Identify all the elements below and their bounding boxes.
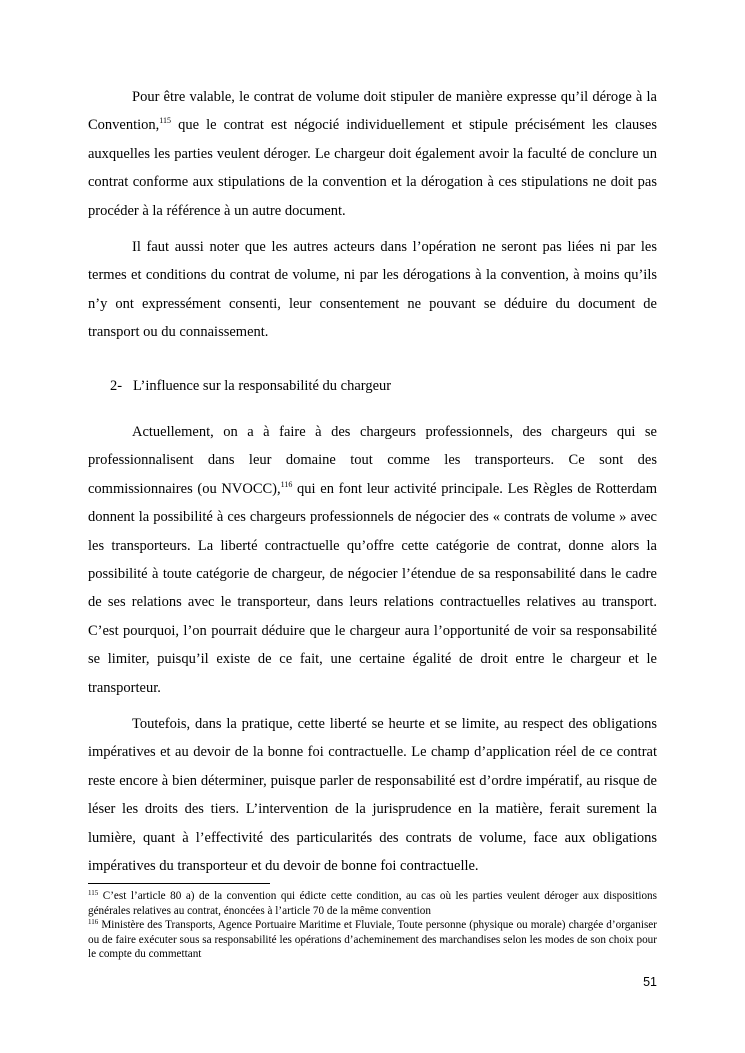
footnote-number: 115	[88, 889, 99, 897]
paragraph-other-actors: Il faut aussi noter que les autres acteurs dans l’opération ne seront pas liées ni par les termes et conditions du contrat de volume, ni par les dérogations à la convention, à moins qu’ils n’y ont expressément consenti, leur consentement ne pouvant se déduire du document de transport ou du connaissement.	[88, 239, 657, 341]
paragraph-text: que le contrat est négocié individuellement et stipule précisément les clauses auxquelles les parties veulent déroger. Le chargeur doit également avoir la faculté de conclure un contrat conforme aux stipulations de la convention et la dérogation à ces stipulations ne doit pas procéder à la référence à un autre document.	[88, 117, 657, 219]
paragraph-professional-shippers	[88, 418, 657, 702]
footnote-115	[88, 889, 657, 918]
paragraph-text: Pour être valable, le contrat de volume doit stipuler de manière expresse qu’il déroge à la Convention,	[88, 89, 657, 134]
footnote-text: C’est l’article 80 a) de la convention qui édicte cette condition, au cas où les parties veulent déroger aux dispositions générales relatives au contrat, énoncées à l’article 70 de la même convention	[88, 890, 657, 917]
paragraph-practical-limits: Toutefois, dans la pratique, cette liberté se heurte et se limite, au respect des obligations impératives et au devoir de la bonne foi contractuelle. Le champ d’application réel de ce contrat reste encore à bien déterminer, puisque parler de responsabilité est d’ordre impératif, au risque de léser les droits des tiers. L’intervention de la jurisprudence en la matière, ferait surement la lumière, quant à l’effectivité des particularités des contrats de volume, face aux obligations impératives du transporteur et du devoir de bonne foi contractuelle.	[88, 716, 657, 875]
footnote-reference-116[interactable]: 116	[280, 479, 293, 489]
footnote-reference-115[interactable]: 115	[159, 116, 171, 126]
section-number: 2-	[110, 378, 123, 394]
paragraph-text: Actuellement, on a à faire à des chargeurs professionnels, des chargeurs qui se professionnalisent dans leur domaine tout comme les transporteurs. Ce sont des commissionnaires (ou NVOCC),	[88, 424, 657, 497]
footnotes	[88, 889, 657, 962]
section-heading	[110, 375, 391, 397]
body-section-shipper-liability	[88, 418, 657, 889]
footnote-separator	[88, 883, 270, 884]
body-section-volume-contract	[88, 83, 657, 355]
footnote-text: Ministère des Transports, Agence Portuaire Maritime et Fluviale, Toute personne (physique ou morale) chargée d’organiser ou de faire exécuter sous sa responsabilité les opérations d’acheminement des marchandises selon les modes de son choix pour le compte du commettant	[88, 919, 657, 961]
footnote-116	[88, 918, 657, 962]
paragraph-text: qui en font leur activité principale. Les Règles de Rotterdam donnent la possibilité à ces chargeurs professionnels de négocier des « contrats de volume » avec les transporteurs. La liberté contractuelle qu’offre cette catégorie de contrat, donne alors la possibilité à toute catégorie de chargeur, de négocier l’étendue de sa responsabilité dans le cadre de ses relations avec le transporteur, dans leurs relations contractuelles relatives au transport. C’est pourquoi, l’on pourrait déduire que le chargeur aura l’opportunité de voir sa responsabilité se limiter, puisqu’il existe de ce fait, une certaine égalité de droit entre le chargeur et le transporteur.	[88, 480, 657, 696]
page-number: 51	[643, 975, 657, 989]
section-title: L’influence sur la responsabilité du chargeur	[133, 378, 392, 394]
footnote-number: 116	[88, 918, 99, 927]
paragraph-derogation-conditions	[88, 83, 657, 225]
